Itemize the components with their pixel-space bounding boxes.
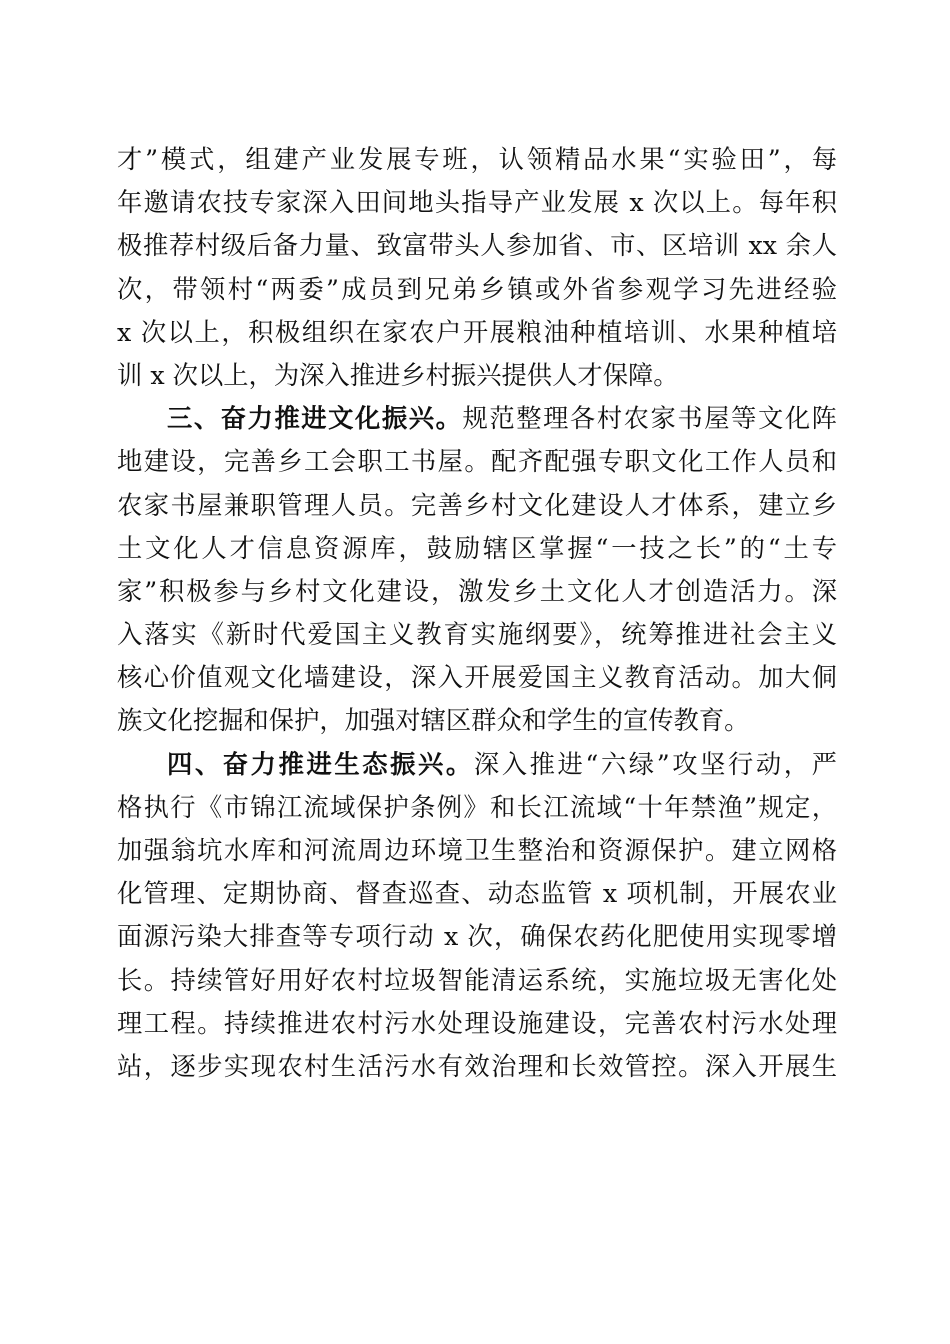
text-line: 理工程。持续推进农村污水处理设施建设，完善农村污水处理 (117, 1008, 837, 1038)
text-line: 地建设，完善乡工会职工书屋。配齐配强专职文化工作人员和 (117, 447, 837, 477)
heading-line-rest: 深入推进“六绿”攻坚行动，严 (473, 749, 837, 779)
section-heading: 四、奋力推进生态振兴。 (167, 749, 474, 779)
text-line: 入落实《新时代爱国主义教育实施纲要》，统筹推进社会主义 (117, 620, 837, 650)
paragraph-first-line (117, 397, 837, 440)
text-line: 族文化挖掘和保护，加强对辖区群众和学生的宣传教育。 (117, 706, 750, 736)
text-line: 加强翁坑水库和河流周边环境卫生整治和资源保护。建立网格 (117, 836, 837, 865)
heading-line-rest: 规范整理各村农家书屋等文化阵 (462, 404, 837, 434)
section-heading: 三、奋力推进文化振兴。 (167, 404, 463, 434)
text-line: 训 x 次以上，为深入推进乡村振兴提供人才保障。 (117, 360, 679, 390)
text-line: 家”积极参与乡村文化建设，激发乡土文化人才创造活力。深 (117, 576, 837, 606)
text-line: 长。持续管好用好农村垃圾智能清运系统，实施垃圾无害化处 (117, 965, 837, 995)
text-line: 极推荐村级后备力量、致富带头人参加省、市、区培训 xx 余人 (117, 231, 837, 261)
text-line: 年邀请农技专家深入田间地头指导产业发展 x 次以上。每年积 (117, 188, 837, 218)
paragraph-first-line (117, 743, 837, 786)
text-line: 面源污染大排查等专项行动 x 次，确保农药化肥使用实现零增 (117, 922, 837, 952)
text-line: 核心价值观文化墙建设，深入开展爱国主义教育活动。加大侗 (117, 663, 837, 693)
text-line: 格执行《市锦江流域保护条例》和长江流域“十年禁渔”规定， (117, 792, 837, 822)
text-line: 才”模式，组建产业发展专班，认领精品水果“实验田”，每 (117, 145, 837, 174)
text-line: 土文化人才信息资源库，鼓励辖区掌握“一技之长”的“土专 (117, 533, 837, 563)
text-line: 化管理、定期协商、督查巡查、动态监管 x 项机制，开展农业 (117, 879, 837, 909)
text-line: 站，逐步实现农村生活污水有效治理和长效管控。深入开展生 (117, 1051, 837, 1081)
text-line: 次，带领村“两委”成员到兄弟乡镇或外省参观学习先进经验 (117, 274, 837, 304)
text-line: 农家书屋兼职管理人员。完善乡村文化建设人才体系，建立乡 (117, 490, 837, 520)
text-line: x 次以上，积极组织在家农户开展粮油种植培训、水果种植培 (117, 317, 837, 347)
body-text (117, 138, 837, 1088)
